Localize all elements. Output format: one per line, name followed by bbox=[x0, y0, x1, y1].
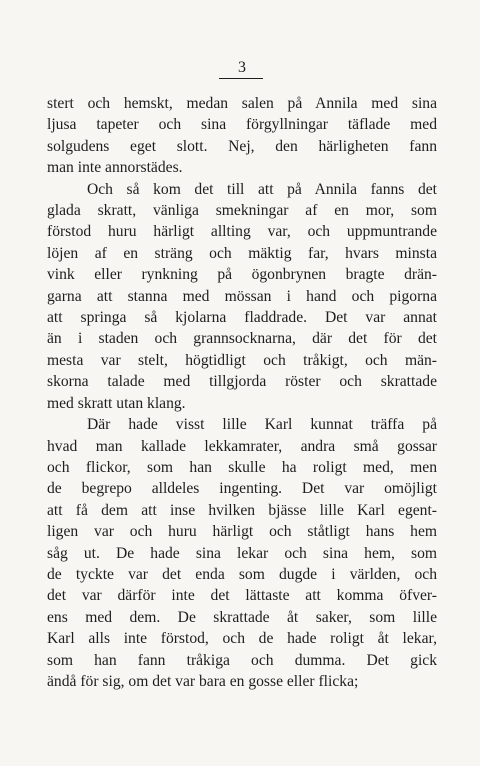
text-line: och flickor, som han skulle ha roligt med, men bbox=[47, 458, 437, 476]
text-line: glada skratt, vänliga smekningar af en mor, som bbox=[47, 202, 437, 220]
text-line: de tyckte var det enda som dugde i världen, och bbox=[47, 565, 437, 583]
text-line: solgudens eget slott. Nej, den härligheten fann bbox=[47, 137, 437, 155]
text-line: de begrepo alldeles ingenting. Det var omöjligt bbox=[47, 480, 437, 498]
text-line: som han fann tråkiga och dumma. Det gick bbox=[47, 651, 437, 669]
text-line: man inte annorstädes. bbox=[47, 159, 183, 177]
text-line: mesta var stelt, högtidligt och tråkigt, och män- bbox=[47, 351, 437, 369]
text-line: skorna talade med tillgjorda röster och skrattade bbox=[47, 373, 437, 391]
text-line: ändå för sig, om det var bara en gosse eller flicka; bbox=[47, 672, 359, 690]
page-number-rule bbox=[219, 78, 263, 79]
paragraph bbox=[47, 93, 437, 179]
text-line: det var därför inte det lättaste att komma öfver- bbox=[47, 587, 437, 605]
text-line: ljusa tapeter och sina förgyllningar täflade med bbox=[47, 116, 437, 134]
text-line: förstod huru härligt allting var, och uppmuntrande bbox=[47, 223, 437, 241]
text-line: ligen var och huru härligt och ståtligt hans hem bbox=[47, 523, 437, 541]
text-line: vink eller rynkning på ögonbrynen bragte drän- bbox=[47, 266, 437, 284]
paragraph bbox=[47, 179, 437, 414]
page-number: 3 bbox=[238, 59, 246, 76]
text-line: med skratt utan klang. bbox=[47, 394, 186, 412]
text-line: hvad man kallade lekkamrater, andra små gossar bbox=[47, 437, 437, 455]
text-line: ens med dem. De skrattade åt saker, som lille bbox=[47, 608, 437, 626]
text-line: att få dem att inse hvilken bjässe lille Karl egent- bbox=[47, 501, 437, 519]
text-line: än i staden och grannsocknarna, där det för det bbox=[47, 330, 437, 348]
text-line: stert och hemskt, medan salen på Annila med sina bbox=[47, 95, 437, 112]
text-line: Och så kom det till att på Annila fanns det bbox=[87, 180, 437, 198]
paragraph bbox=[47, 414, 437, 692]
text-line: garna att stanna med mössan i hand och pigorna bbox=[47, 287, 437, 305]
body-text bbox=[47, 93, 437, 692]
text-line: att springa så kjolarna fladdrade. Det var annat bbox=[47, 309, 437, 327]
text-line: löjen af en sträng och mäktig far, hvars minsta bbox=[47, 244, 437, 262]
text-line: Där hade visst lille Karl kunnat träffa på bbox=[87, 416, 437, 434]
text-line: Karl alls inte förstod, och de hade roligt åt lekar, bbox=[47, 630, 437, 648]
text-line: såg ut. De hade sina lekar och sina hem, som bbox=[47, 544, 437, 562]
